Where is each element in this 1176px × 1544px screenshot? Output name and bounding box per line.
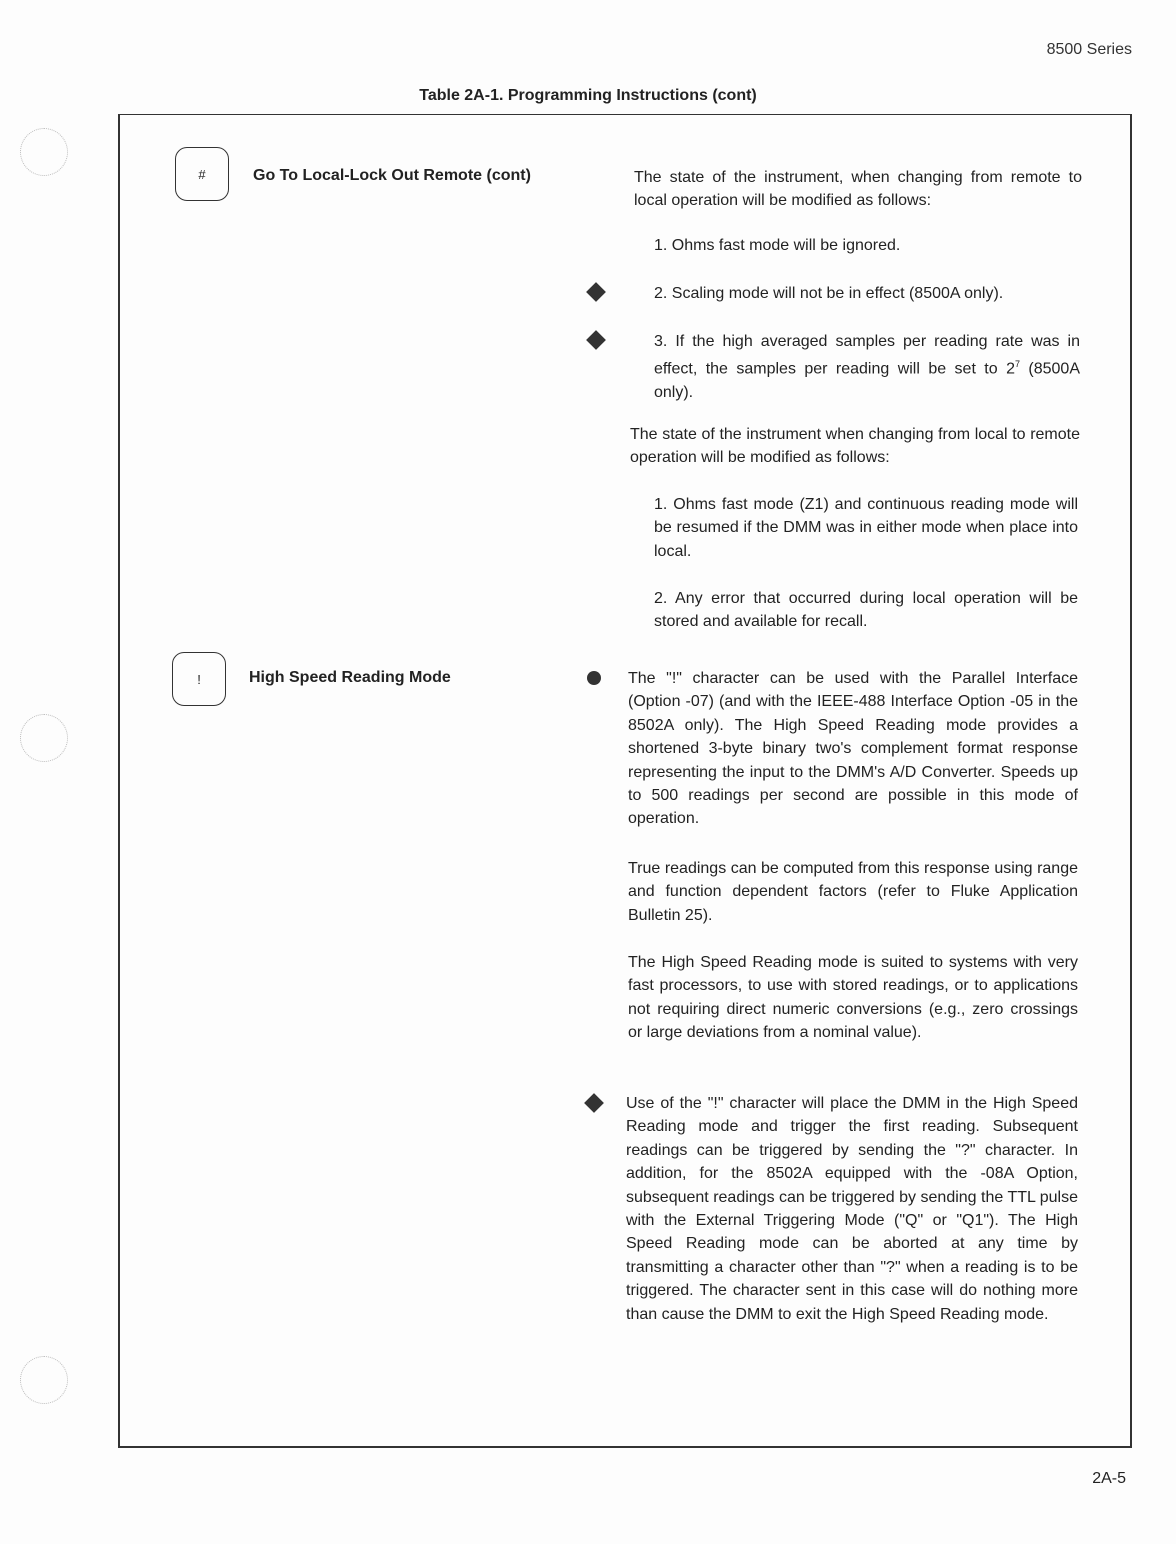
paragraph: The High Speed Reading mode is suited to systems with very fast processors, to use with stored readings, or to applications not requiring direct numeric conversions (e.g., zero crossings or large deviations from a nominal value). <box>628 954 1078 1042</box>
list-item <box>654 330 1080 405</box>
paragraph: The state of the instrument, when changing from remote to local operation will be modified as follows: <box>634 169 1082 210</box>
list-item: 1. Ohms fast mode (Z1) and continuous reading mode will be resumed if the DMM was in either mode when place into local. <box>654 496 1078 560</box>
list-item-text: 3. If the high averaged samples per reading rate was in effect, the samples per reading will be set to 2 <box>654 333 1080 378</box>
command-title: High Speed Reading Mode <box>249 669 451 686</box>
paragraph: The "!" character can be used with the Parallel Interface (Option -07) (and with the IEEE-488 Interface Option -05 in the 8502A only). The High Speed Reading mode provides a shortened 3-byte binary two's complement format response representing the input to the DMM's A/D Converter. Speeds up to 500 readings per second are possible in this mode of operation. <box>628 670 1078 828</box>
list-item-tail: (8500A only). <box>654 360 1080 402</box>
list-item: 1. Ohms fast mode will be ignored. <box>654 237 901 254</box>
paragraph: Use of the "!" character will place the DMM in the High Speed Reading mode and trigger the first reading. Subsequent readings can be triggered by sending the "?" character. In addition, for the 8502A equipped with the -08A Option, subsequent readings can be triggered by sending the TTL pulse with the External Triggering Mode ("Q" or "Q1"). The High Speed Reading mode can be aborted at any time by transmitting a character other than "?" when a reading is to be triggered. The character sent in this case will do nothing more than cause the DMM to exit the High Speed Reading mode. <box>626 1095 1078 1323</box>
punch-hole <box>20 1356 68 1404</box>
key-hash: # <box>175 147 229 201</box>
bullet-marker-icon <box>587 671 601 685</box>
page-number: 2A-5 <box>1092 1470 1126 1487</box>
key-exclamation: ! <box>172 652 226 706</box>
superscript: 7 <box>1014 359 1020 370</box>
command-title: Go To Local-Lock Out Remote (cont) <box>253 167 531 184</box>
table-title: Table 2A-1. Programming Instructions (cont) <box>419 87 757 104</box>
series-header: 8500 Series <box>1046 41 1132 58</box>
punch-hole <box>20 128 68 176</box>
list-item: 2. Any error that occurred during local operation will be stored and available for recall. <box>654 590 1078 631</box>
paragraph: The state of the instrument when changing from local to remote operation will be modified as follows: <box>630 426 1080 467</box>
paragraph: True readings can be computed from this response using range and function dependent factors (refer to Fluke Application Bulletin 25). <box>628 860 1078 924</box>
punch-hole <box>20 714 68 762</box>
list-item: 2. Scaling mode will not be in effect (8500A only). <box>654 285 1004 302</box>
